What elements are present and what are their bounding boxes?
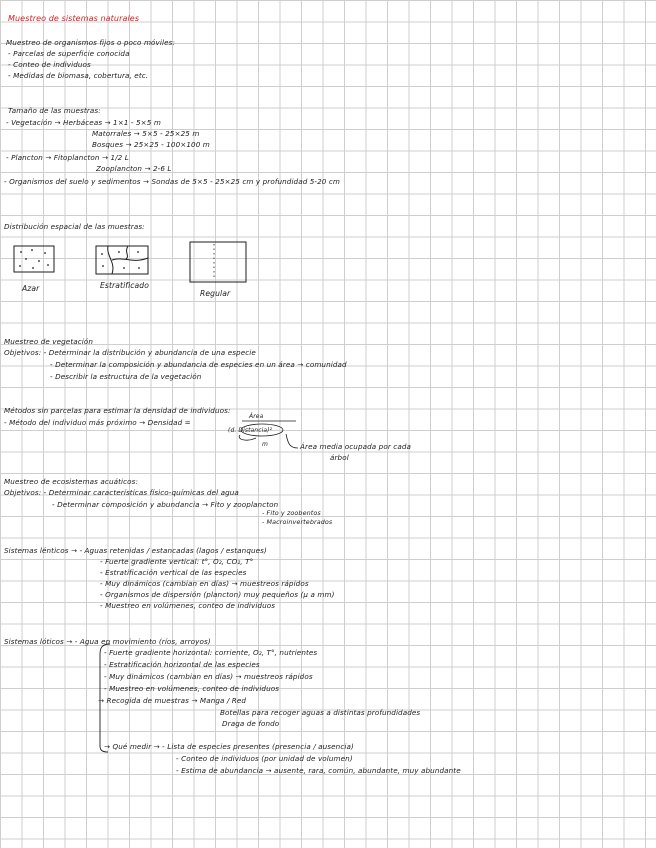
- vegetation-objective: - Describir la estructura de la vegetación: [50, 372, 202, 381]
- sample-size-heading: Tamaño de las muestras:: [8, 106, 101, 115]
- fixed-organisms-item: - Parcelas de superficie conocida: [8, 49, 130, 58]
- density-method-line: - Método del individuo más próximo → Densidad =: [4, 418, 191, 427]
- density-note: Área media ocupada por cada: [300, 442, 412, 451]
- lotic-collection: → Recogida de muestras → Manga / Red: [98, 696, 247, 705]
- vegetation-objective: Objetivos: - Determinar la distribución y abundancia de una especie: [4, 348, 256, 357]
- aquatic-heading: Muestreo de ecosistemas acuáticos:: [4, 477, 139, 486]
- lotic-collection-line: Draga de fondo: [222, 719, 280, 728]
- density-methods-heading: Métodos sin parcelas para estimar la densidad de individuos:: [4, 406, 231, 415]
- vegetation-heading: Muestreo de vegetación: [4, 337, 94, 346]
- fixed-organisms-item: - Medidas de biomasa, cobertura, etc.: [8, 71, 149, 80]
- lentic-item: - Organismos de dispersión (plancton) muy pequeños (µ a mm): [100, 590, 335, 599]
- lotic-heading: Sistemas lóticos → - Agua en movimiento (ríos, arroyos): [4, 637, 211, 646]
- sample-size-line: - Vegetación → Herbáceas → 1×1 - 5×5 m: [6, 118, 161, 127]
- random-label: Azar: [22, 284, 40, 293]
- lotic-item: - Estratificación horizontal de las especies: [104, 660, 260, 669]
- lentic-item: - Fuerte gradiente vertical: t°, O₂, CO₂, T°: [100, 557, 254, 566]
- stratified-sampling-diagram: [94, 244, 150, 276]
- page-title: Muestreo de sistemas naturales: [8, 14, 140, 23]
- lotic-item: - Fuerte gradiente horizontal: corriente, O₂, T°, nutrientes: [104, 648, 318, 657]
- aquatic-objective: - Fito y zoobentos: [262, 509, 321, 517]
- density-multiplier: m: [262, 441, 268, 448]
- lotic-item: - Muy dinámicos (cambian en días) → muestreos rápidos: [104, 672, 313, 681]
- lentic-heading: Sistemas lénticos → - Aguas retenidas / estancadas (lagos / estanques): [4, 546, 267, 555]
- lotic-collection-line: Botellas para recoger aguas a distintas profundidades: [220, 708, 421, 717]
- spatial-distribution-heading: Distribución espacial de las muestras:: [4, 222, 145, 231]
- lotic-what-line: - Estima de abundancia → ausente, rara, común, abundante, muy abundante: [176, 766, 461, 775]
- sample-size-line: Zooplancton → 2-6 L: [96, 164, 172, 173]
- fixed-organisms-heading: Muestreo de organismos fijos o poco móviles:: [6, 38, 175, 47]
- lentic-item: - Estratificación vertical de las especies: [100, 568, 247, 577]
- lotic-item: - Muestreo en volúmenes, conteo de individuos: [104, 684, 280, 693]
- density-note-cont: árbol: [330, 453, 349, 462]
- lentic-item: - Muy dinámicos (cambian en días) → muestreos rápidos: [100, 579, 309, 588]
- lentic-item: - Muestreo en volúmenes, conteo de individuos: [100, 601, 276, 610]
- random-sampling-diagram: [12, 244, 56, 274]
- aquatic-objective: - Determinar composición y abundancia → Fito y zooplancton: [52, 500, 279, 509]
- fixed-organisms-item: - Conteo de individuos: [8, 60, 91, 69]
- sample-size-line: - Organismos del suelo y sedimentos → Sondas de 5×5 - 25×25 cm y profundidad 5-20 cm: [4, 177, 341, 186]
- sample-size-line: Matorrales → 5×5 - 25×25 m: [92, 129, 200, 138]
- vegetation-objective: - Determinar la composición y abundancia de especies en un área → comunidad: [50, 360, 347, 369]
- density-numerator: Área: [249, 413, 264, 420]
- lotic-what: → Qué medir → - Lista de especies presentes (presencia / ausencia): [104, 742, 354, 751]
- regular-label: Regular: [200, 289, 231, 298]
- aquatic-objective: - Macroinvertebrados: [262, 518, 333, 526]
- density-denominator: (d. Distancia)²: [228, 427, 273, 434]
- regular-sampling-diagram: [188, 240, 248, 284]
- aquatic-objective: Objetivos: - Determinar características físico-químicas del agua: [4, 488, 239, 497]
- sample-size-line: - Plancton → Fitoplancton → 1/2 L: [6, 153, 129, 162]
- stratified-label: Estratificado: [100, 281, 149, 290]
- sample-size-line: Bosques → 25×25 - 100×100 m: [92, 140, 210, 149]
- lotic-what-line: - Conteo de individuos (por unidad de volumen): [176, 754, 353, 763]
